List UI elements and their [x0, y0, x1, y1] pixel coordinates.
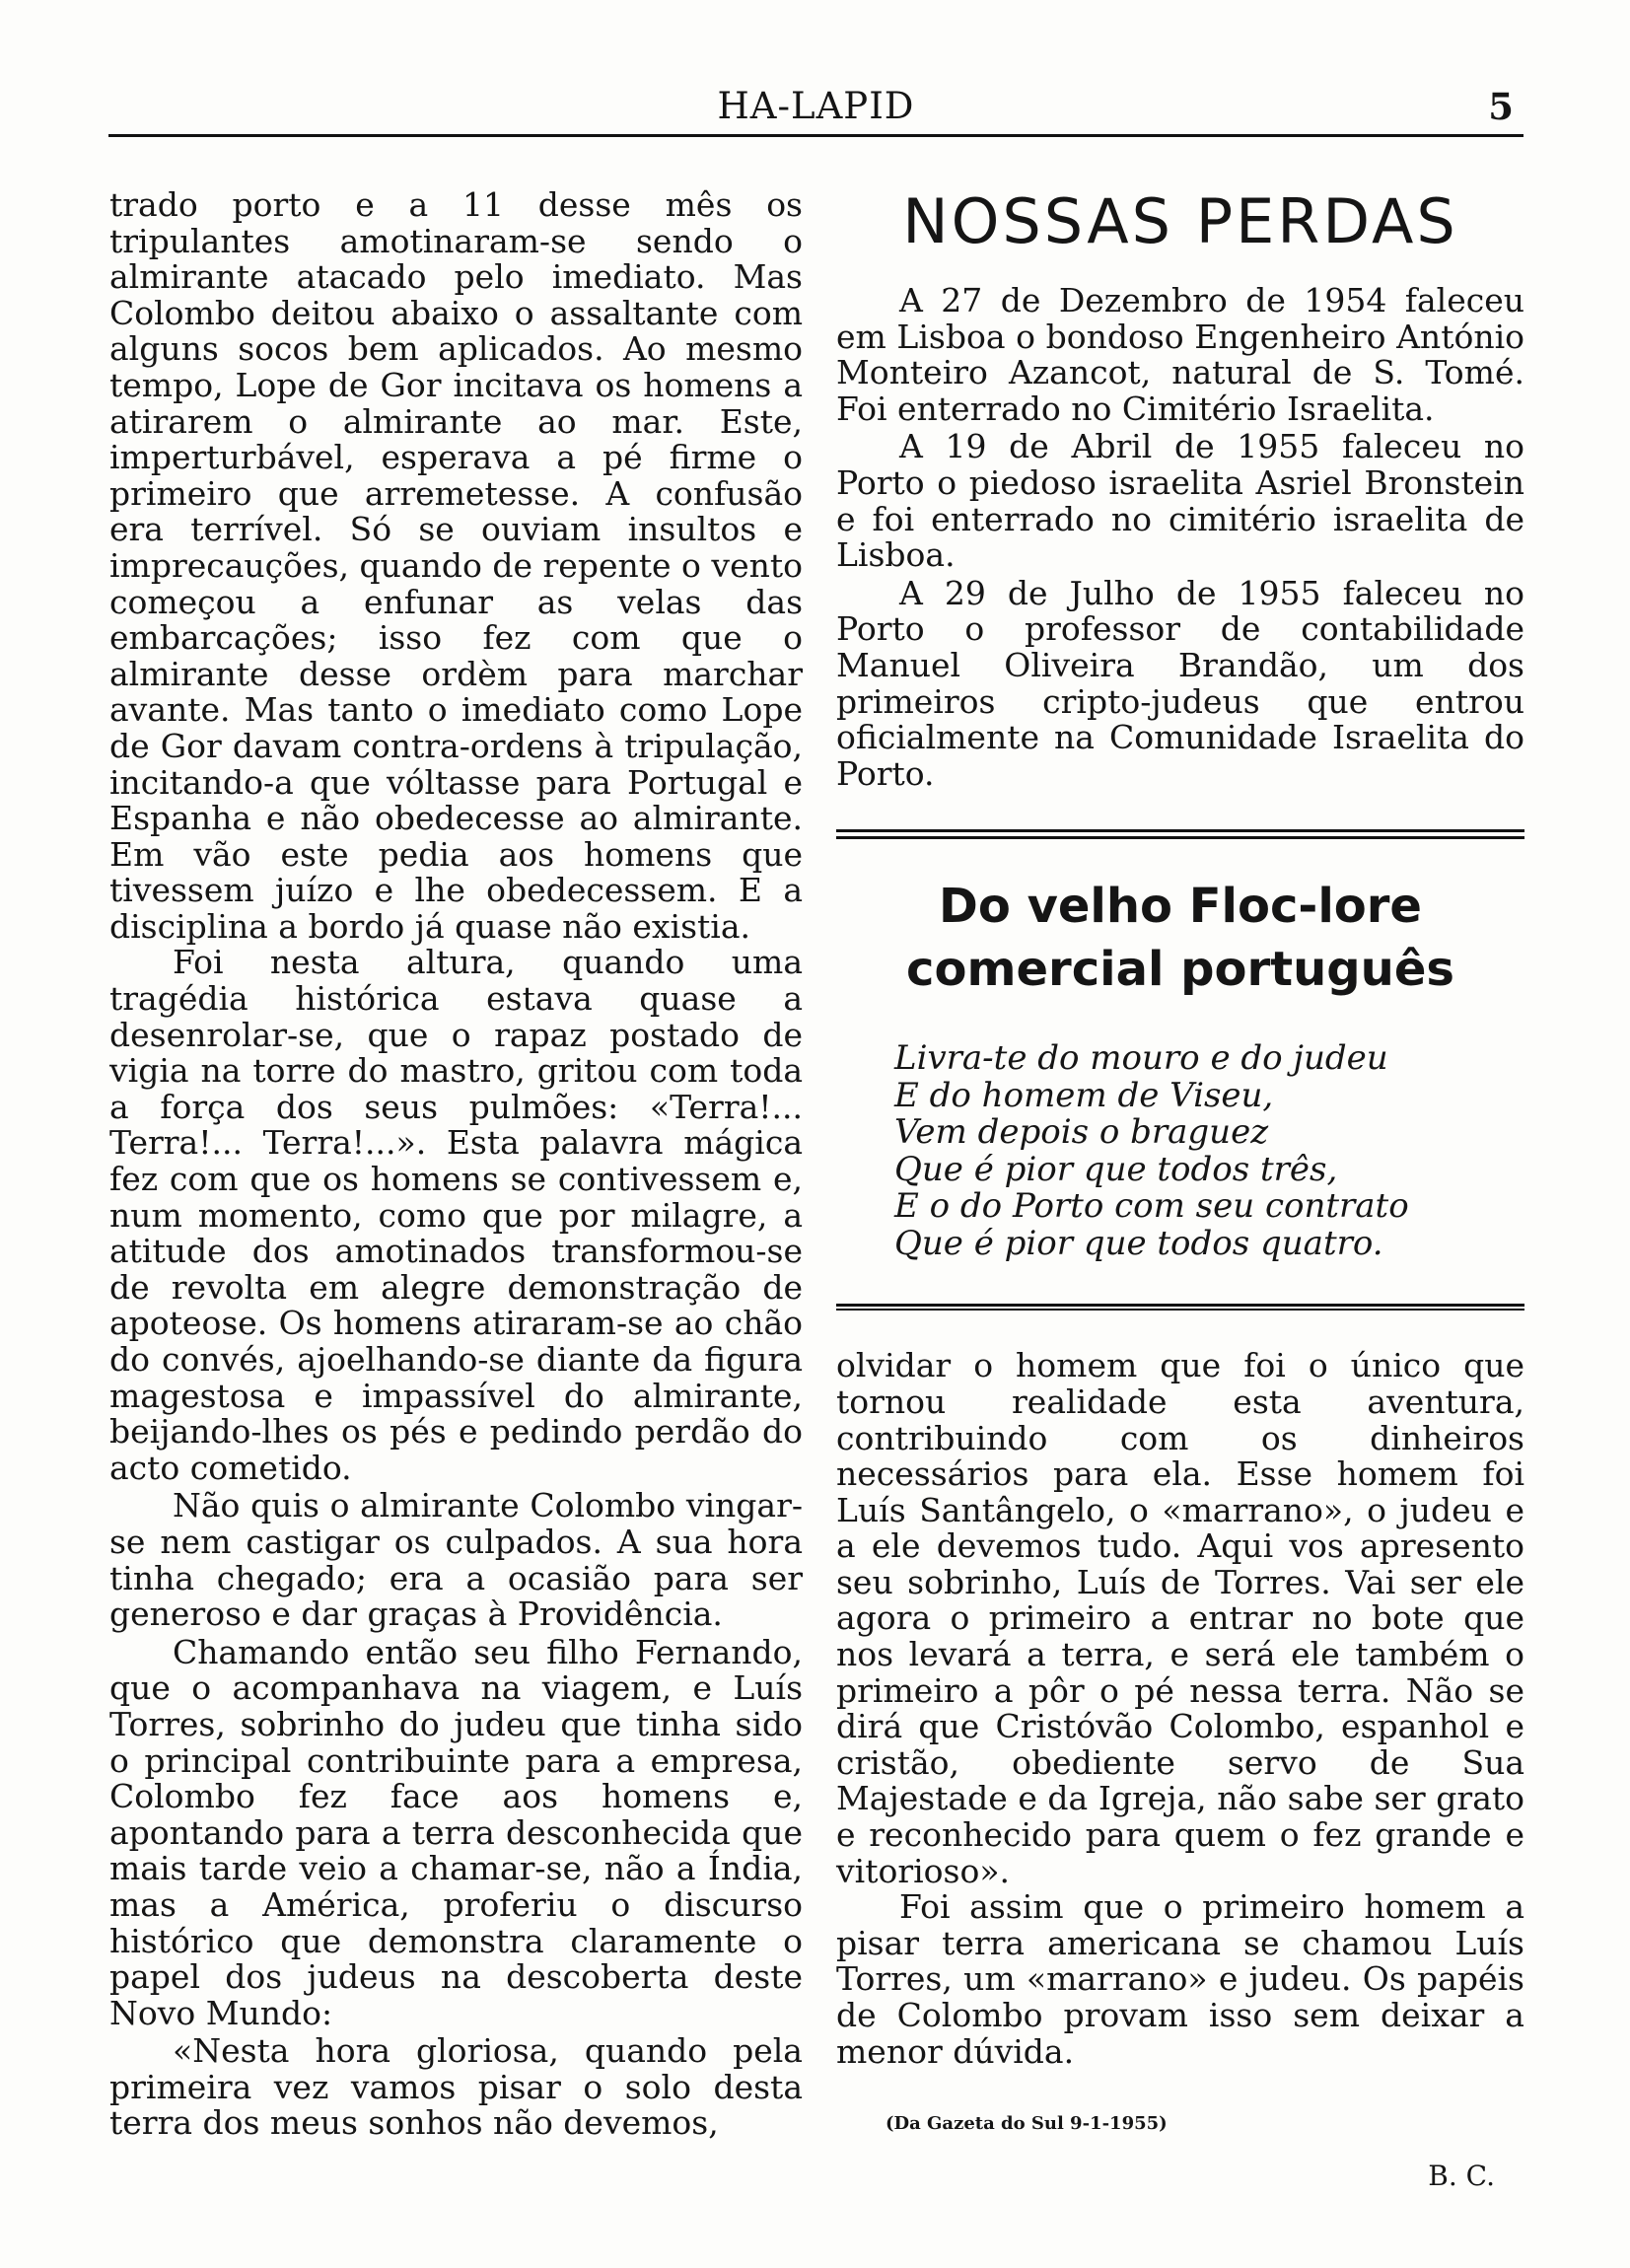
- verse-line: Livra-te do mouro e do judeu: [894, 1038, 1388, 1079]
- article-continuation: olvidar o homem que foi o único que tornou realidade esta aventura, contribuindo com os dinheiros necessários para ela. Esse homem foi Luís Santângelo, o «marrano», o judeu e a ele devemos tudo. Aqui vos apresento seu sobrinho, Luís de Torres. Vai ser ele agora o primeiro a entrar no bote que nos levará a terra, e será ele também o primeiro a pôr o pé nessa terra. Não se dirá que Cristóvão Colombo, espanhol e cristão, obediente servo de Sua Majestade e da Igreja, não sabe ser grato e reconhecido para quem o fez grande e vitorioso».: [836, 1346, 1524, 1890]
- header-rule: [108, 134, 1524, 137]
- article-continuation: Foi assim que o primeiro homem a pisar terra americana se chamou Luís Torres, um «marrano» e judeu. Os papéis de Colombo provam isso sem deixar a menor dúvida.: [836, 1887, 1524, 2071]
- left-column: [109, 187, 803, 2142]
- page-number: 5: [1488, 85, 1514, 128]
- folklore-verses: [894, 1040, 1524, 1262]
- verse-line: E o do Porto com seu contrato: [894, 1186, 1409, 1227]
- article-paragraph: Chamando então seu filho Fernando, que o acompanhava na viagem, e Luís Torres, sobrinho do judeu que tinha sido o principal contribuinte para a empresa, Colombo fez face aos homens e, apontando para a terra desconhecida que mais tarde veio a chamar-se, não a Índia, mas a América, proferiu o discurso histórico que demonstra claramente o papel dos judeus na descoberta deste Novo Mundo:: [109, 1632, 803, 2032]
- section-divider: [836, 1304, 1524, 1311]
- running-head: [108, 85, 1524, 138]
- article-paragraph: «Nesta hora gloriosa, quando pela primeira vez vamos pisar o solo desta terra dos meus sonhos não devemos,: [109, 2031, 803, 2143]
- obituary-paragraph: A 27 de Dezembro de 1954 faleceu em Lisboa o bondoso Engenheiro António Monteiro Azancot, natural de S. Tomé. Foi enterrado no Cimitério Israelita.: [836, 281, 1524, 428]
- verse-line: Vem depois o braguez: [894, 1112, 1269, 1153]
- obituary-paragraph: A 29 de Julho de 1955 faleceu no Porto o professor de contabilidade Manuel Oliveira Brandão, um dos primeiros cripto-judeus que entrou oficialmente na Comunidade Israelita do Porto.: [836, 573, 1524, 793]
- folklore-title: Do velho Floc-lore comercial português: [906, 879, 1454, 998]
- article-paragraph: trado porto e a 11 desse mês os tripulantes amotinaram-se sendo o almirante atacado pelo imediato. Mas Colombo deitou abaixo o assaltante com alguns socos bem aplicados. Ao mesmo tempo, Lope de Gor incitava os homens a atirarem o almirante ao mar. Este, imperturbável, esperava a pé firme o primeiro que arremetesse. A confusão era terrível. Só se ouviam insultos e imprecauções, quando de repente o vento começou a enfunar as velas das embarcações; isso fez com que o almirante desse ordèm para marchar avante. Mas tanto o imediato como Lope de Gor davam contra-ordens à tripulação, incitando-a que vóltasse para Portugal e Espanha e não obedecesse ao almirante. Em vão este pedia aos homens que tivessem juízo e lhe obedecessem. E a disciplina a bordo já quase não existia.: [109, 185, 803, 946]
- journal-title: HA-LAPID: [717, 85, 915, 127]
- verse-line: Que é pior que todos três,: [894, 1149, 1338, 1189]
- article-paragraph: Não quis o almirante Colombo vingar-se nem castigar os culpados. A sua hora tinha chegado; era a ocasião para ser generoso e dar graças à Providência.: [109, 1486, 803, 1634]
- obituary-paragraph: A 19 de Abril de 1955 faleceu no Porto o piedoso israelita Asriel Bronstein e foi enterrado no cimitério israelita de Lisboa.: [836, 427, 1524, 575]
- right-column: [836, 187, 1524, 2194]
- source-citation: (Da Gazeta do Sul 9-1-1955): [886, 2113, 1168, 2135]
- obituaries-title: NOSSAS PERDAS: [902, 185, 1458, 257]
- section-divider: [836, 829, 1524, 839]
- article-paragraph: Foi nesta altura, quando uma tragédia histórica estava quase a desenrolar-se, que o rapaz postado de vigia na torre do mastro, gritou com toda a força dos seus pulmões: «Terra!... Terra!... Terra!...». Esta palavra mágica fez com que os homens se contivessem e, num momento, como que por milagre, a atitude dos amotinados transformou-se de revolta em alegre demonstração de apoteose. Os homens atiraram-se ao chão do convés, ajoelhando-se diante da figura magestosa e impassível do almirante, beijando-lhes os pés e pedindo perdão do acto cometido.: [109, 943, 803, 1487]
- author-signature: B. C.: [1428, 2159, 1495, 2192]
- verse-line: Que é pior que todos quatro.: [894, 1223, 1383, 1263]
- verse-line: E do homem de Viseu,: [894, 1075, 1274, 1115]
